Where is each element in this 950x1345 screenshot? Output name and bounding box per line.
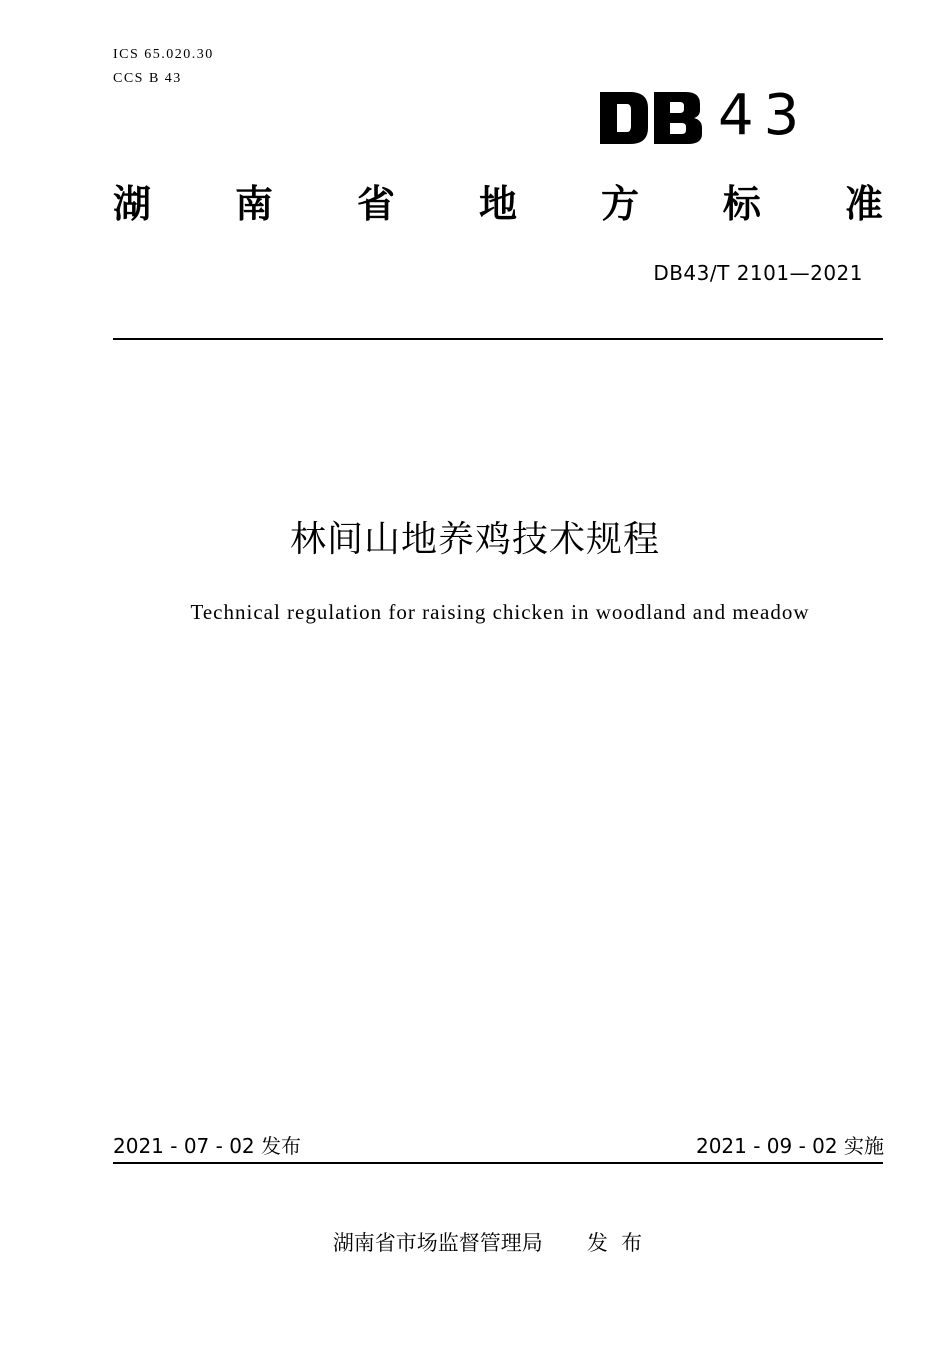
standard-type-title: [113, 178, 883, 234]
top-divider: [113, 338, 883, 340]
title-char: 准: [844, 182, 883, 226]
publisher-action: 发 布: [586, 1231, 643, 1255]
title-char: 省: [356, 182, 395, 226]
publisher-line: [0, 1228, 950, 1258]
bottom-divider: [113, 1162, 883, 1164]
title-char: 地: [478, 182, 517, 226]
implement-date: 2021 - 09 - 02 实施: [695, 1134, 884, 1158]
db-region-code: 43: [718, 83, 810, 148]
ics-code: ICS 65.020.30: [113, 47, 214, 62]
publish-date: 2021 - 07 - 02 发布: [113, 1134, 302, 1158]
title-char: 标: [722, 182, 761, 226]
db-logo-icon: [600, 92, 702, 144]
publisher-name: 湖南省市场监督管理局: [332, 1231, 543, 1255]
title-char: 湖: [113, 182, 152, 226]
standard-number: DB43/T 2101—2021: [653, 261, 863, 285]
ccs-code: CCS B 43: [113, 71, 182, 86]
document-title-zh: 林间山地养鸡技术规程: [289, 519, 660, 560]
title-char: 方: [600, 182, 639, 226]
document-title-en: Technical regulation for raising chicken in woodland and meadow: [190, 600, 810, 624]
title-char: 南: [234, 182, 273, 226]
